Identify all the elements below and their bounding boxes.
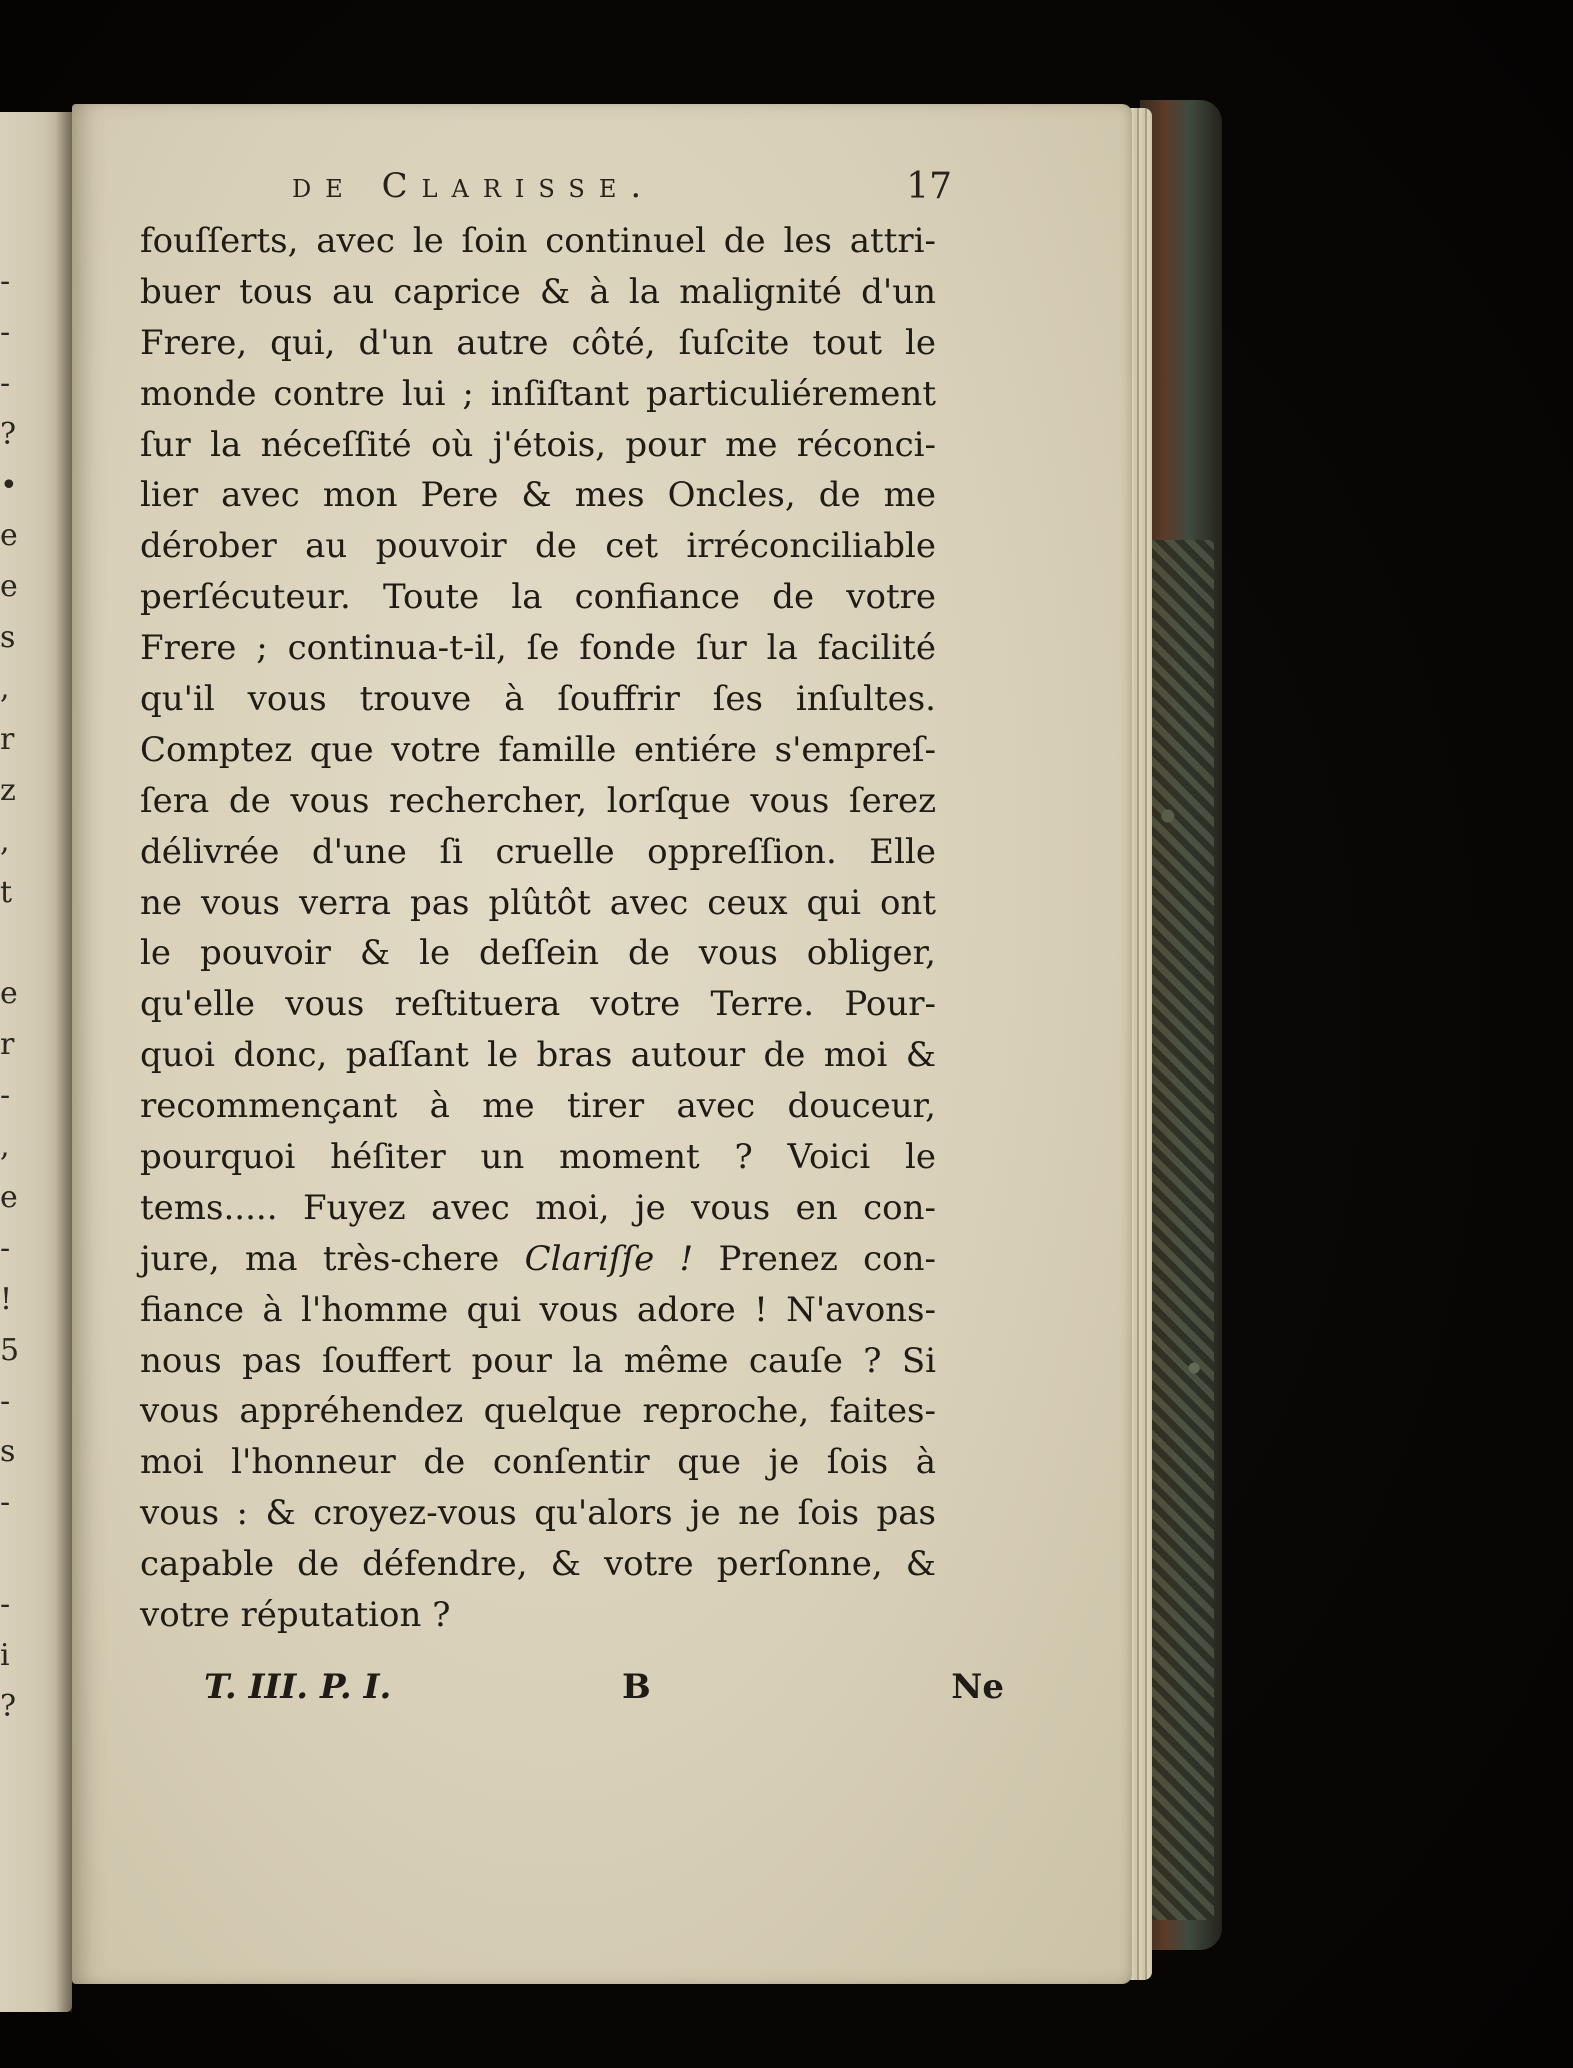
- text-line: capable de défendre, & votre perſonne, &: [140, 1544, 936, 1585]
- text-line: Frere, qui, d'un autre côté, ſuſcite tout le: [140, 322, 936, 363]
- text-line: qu'il vous trouve à ſouffrir ſes inſultes.: [140, 679, 936, 720]
- line-segment: Prenez con-: [693, 1238, 936, 1279]
- text-line: le pouvoir & le deſſein de vous obliger,: [140, 933, 936, 974]
- text-line: ſur la néceſſité où j'étois, pour me réconci-: [140, 424, 936, 465]
- left-fragment: [0, 919, 20, 970]
- left-fragment: s: [0, 1434, 16, 1470]
- left-fragment: ?: [0, 1688, 17, 1724]
- text-line: moi l'honneur de conſentir que je ſois à: [140, 1442, 936, 1483]
- left-fragment: t: [0, 874, 13, 910]
- left-fragment: •: [0, 467, 18, 503]
- left-fragment: z: [0, 772, 16, 808]
- left-fragment: ,: [0, 671, 10, 707]
- text-line: ſera de vous rechercher, lorſque vous ſerez: [140, 780, 936, 821]
- left-page-gutter-shadow: [56, 112, 72, 2012]
- text-line: Comptez que votre famille entiére s'empreſ-: [140, 729, 936, 770]
- text-line: fouſſerts, avec le ſoin continuel de les attri-: [140, 221, 936, 261]
- text-line: votre réputation ?: [140, 1595, 451, 1636]
- text-line: nous pas ſouffert pour la même cauſe ? Si: [140, 1340, 936, 1381]
- left-page-text-fragments: [0, 257, 20, 1733]
- left-fragment: ,: [0, 823, 10, 859]
- left-fragment: r: [0, 1027, 15, 1063]
- text-line: ne vous verra pas plûtôt avec ceux qui ont: [140, 882, 936, 923]
- left-fragment: -: [0, 1230, 11, 1266]
- text-line: buer tous au caprice & à la malignité d'un: [140, 271, 936, 312]
- left-fragment: r: [0, 722, 15, 758]
- text-line: délivrée d'une ſi cruelle oppreſſion. Elle: [140, 831, 936, 872]
- page-number: 17: [906, 166, 952, 207]
- running-head-title: de Clarisse.: [292, 166, 656, 206]
- text-line: pourquoi héſiter un moment ? Voici le: [140, 1137, 936, 1178]
- text-line: monde contre lui ; inſiſtant particuliérement: [140, 373, 936, 414]
- left-fragment: i: [0, 1638, 10, 1674]
- left-fragment: -: [0, 1587, 11, 1623]
- text-line: vous : & croyez-vous qu'alors je ne ſois pas: [140, 1493, 936, 1534]
- left-fragment: s: [0, 620, 16, 656]
- left-fragment: -: [0, 1078, 11, 1114]
- left-fragment: !: [0, 1281, 13, 1317]
- text-line: fiance à l'homme qui vous adore ! N'avons-: [140, 1289, 936, 1330]
- gathering-mark: B: [622, 1667, 651, 1707]
- line-segment: jure, ma très-chere: [140, 1238, 525, 1279]
- marbled-cover-pattern: [1148, 540, 1214, 1920]
- left-fragment: ,: [0, 1129, 10, 1165]
- left-fragment: [0, 1529, 20, 1580]
- left-fragment: -: [0, 1485, 11, 1521]
- text-line: perſécuteur. Toute la confiance de votre: [140, 577, 936, 618]
- text-line-with-italic-name: [140, 1234, 936, 1285]
- text-line: qu'elle vous reſtituera votre Terre. Pour-: [140, 984, 936, 1025]
- book-page: [72, 104, 1132, 1984]
- left-fragment: 5: [0, 1332, 20, 1368]
- left-fragment: e: [0, 1180, 18, 1216]
- running-head: [292, 166, 952, 216]
- text-line: Frere ; continua-t-il, ſe fonde ſur la facilité: [140, 628, 936, 669]
- left-fragment: -: [0, 365, 11, 401]
- left-fragment: ?: [0, 416, 17, 452]
- signature-line: [204, 1667, 1004, 1723]
- catchword: Ne: [951, 1667, 1004, 1707]
- book-cover-edge: [1140, 100, 1222, 1950]
- left-fragment: -: [0, 314, 11, 350]
- text-line: quoi donc, paſſant le bras autour de moi &: [140, 1035, 936, 1076]
- left-fragment: -: [0, 1383, 11, 1419]
- italic-name-clarisse: Clariſſe !: [524, 1238, 694, 1279]
- text-line: vous appréhendez quelque reproche, faites-: [140, 1391, 936, 1432]
- left-fragment: e: [0, 518, 18, 554]
- body-text: [140, 216, 936, 1641]
- left-fragment: e: [0, 976, 18, 1012]
- text-line: tems..... Fuyez avec moi, je vous en con-: [140, 1187, 936, 1228]
- volume-signature: T. III. P. I.: [204, 1667, 392, 1707]
- left-facing-page: [0, 112, 72, 2012]
- text-line: lier avec mon Pere & mes Oncles, de me: [140, 475, 936, 516]
- text-line: dérober au pouvoir de cet irréconciliable: [140, 526, 936, 567]
- text-line: recommençant à me tirer avec douceur,: [140, 1086, 936, 1127]
- left-fragment: -: [0, 264, 11, 299]
- left-fragment: e: [0, 569, 18, 605]
